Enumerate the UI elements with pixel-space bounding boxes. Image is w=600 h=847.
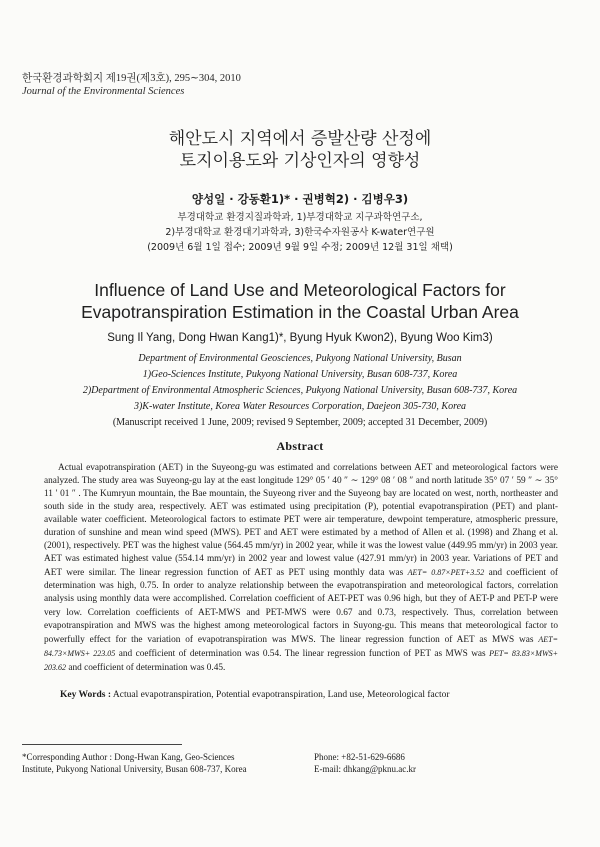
keywords-text: Actual evapotranspiration, Potential evapotranspiration, Land use, Meteorological factor xyxy=(112,690,450,700)
korean-title-line1: 해안도시 지역에서 증발산량 산정에 xyxy=(168,129,432,149)
korean-title-line2: 토지이용도와 기상인자의 영향성 xyxy=(179,151,421,171)
footnote-divider xyxy=(22,744,182,745)
korean-affiliations xyxy=(0,210,600,255)
english-affiliations xyxy=(0,351,600,431)
equation-aet-pet: AET= 0.87×PET+3.52 xyxy=(407,568,485,578)
manuscript-dates: (Manuscript received 1 June, 2009; revised 9 September, 2009; accepted 31 December, 2009) xyxy=(112,417,488,428)
abstract-text-part2: and coefficient of determination was high, 0.75. In order to analyze relationship between the evapotranspiration and meteorological factors, correlation analysis using monthly data were accomplished. Correlation coefficient of AET-PET was 0.96 high, but they of AET-P and PET-P were very low. Correlation coefficients of AET-MWS and PET-MWS were 0.67 and 0.73, respectively. Thus, correlation between evapotranspiration and MWS was the highest among meteorological factors in Suyong-gu. This means that meteorological factor to powerfully effect for the variation of evapotranspiration was MWS. The linear regression function of AET as MWS was xyxy=(44,568,559,645)
journal-name-en: Journal of the Environmental Sciences xyxy=(22,86,185,97)
keywords xyxy=(60,690,450,700)
corresponding-author-footnote xyxy=(22,751,292,775)
english-title-line2: Evapotranspiration Estimation in the Coastal Urban Area xyxy=(81,302,519,322)
english-title xyxy=(0,279,600,323)
korean-title xyxy=(0,128,600,172)
contact-email: E-mail: dhkang@pknu.ac.kr xyxy=(314,764,417,774)
abstract-body xyxy=(44,462,558,675)
korean-affiliation-line2: 2)부경대학교 환경대기과학과, 3)한국수자원공사 K-water연구원 xyxy=(165,227,435,238)
corresponding-author-line2: Institute, Pukyong National University, Busan 608-737, Korea xyxy=(22,764,247,774)
abstract-text-part1: Actual evapotranspiration (AET) in the Suyeong-gu was estimated and correlations between AET and meteorological factors were analyzed. The study area was Suyeong-gu lay at the east longitude 129° 05 ′ 40 ″ ∼ 129° 08 ′ 08 ″ and north latitude 35° 07 ′ 59 ″ ∼ 35° 11 ′ 01 ″ . The Kumryun mountain, the Bae mountain, the Suyeong river and the Suyeong bay are located on west, north, northeaster and south side in the study area, respectively. AET was estimated using precipitation (P), potential evapotranspiration (PET) and plant-available water coefficient. Meteorological factors to estimate PET were air temperature, dewpoint temperature, atmospheric pressure, duration of sunshine and mean wind speed (MWS). PET and AET were estimated by a method of Allen et al. (1998) and Zhang et al. (2001), respectively. PET was the highest value (564.45 mm/yr) in 2002 year, while it was the lowest value (449.95 mm/yr) in 2003 year. AET was estimated highest value (554.14 mm/yr) in 2002 year and lowest value (427.91 mm/yr) in 2003 year. Variations of PET and AET were similar. The linear regression function of AET as PET using monthly data was xyxy=(44,463,558,579)
english-affiliation-line3: 2)Department of Environmental Atmospheric Sciences, Pukyong National University, Busan 608-737, Korea xyxy=(82,385,518,396)
english-affiliation-line1: Department of Environmental Geosciences, Pukyong National University, Busan xyxy=(138,353,462,364)
journal-header xyxy=(22,72,241,98)
english-affiliation-line4: 3)K-water Institute, Korea Water Resources Corporation, Daejeon 305-730, Korea xyxy=(133,401,467,412)
korean-received-dates: (2009년 6월 1일 접수; 2009년 9월 9일 수정; 2009년 12월 31일 채택) xyxy=(147,242,453,253)
equation-pet-mws: PET= 83.83×MWS+ 203.62 xyxy=(44,648,559,672)
abstract-text-part4: and coefficient of determination was 0.45. xyxy=(68,662,226,673)
korean-authors: 양성일 · 강동환1)* · 권병혁2) · 김병우3) xyxy=(191,192,409,206)
journal-citation-kr: 한국환경과학회지 제19권(제3호), 295∼304, 2010 xyxy=(22,73,241,84)
korean-affiliation-line1: 부경대학교 환경지질과학과, 1)부경대학교 지구과학연구소, xyxy=(177,212,423,223)
keywords-label: Key Words : xyxy=(60,690,112,700)
contact-phone: Phone: +82-51-629-6686 xyxy=(314,752,405,762)
abstract-heading: Abstract xyxy=(276,439,324,453)
english-title-line1: Influence of Land Use and Meteorological Factors for xyxy=(94,280,506,300)
equation-aet-mws: AET= 84.73×MWS+ 223.05 xyxy=(44,634,558,658)
abstract-paragraph xyxy=(44,462,558,675)
english-affiliation-line2: 1)Geo-Sciences Institute, Pukyong National University, Busan 608-737, Korea xyxy=(142,369,458,380)
english-authors: Sung Il Yang, Dong Hwan Kang1)*, Byung Hyuk Kwon2), Byung Woo Kim3) xyxy=(107,332,493,344)
contact-footnote xyxy=(314,751,416,775)
abstract-text-part3: and coefficient of determination was 0.54. The linear regression function of PET as MWS was xyxy=(118,648,486,659)
corresponding-author-line1: *Corresponding Author : Dong-Hwan Kang, Geo-Sciences xyxy=(22,752,235,762)
